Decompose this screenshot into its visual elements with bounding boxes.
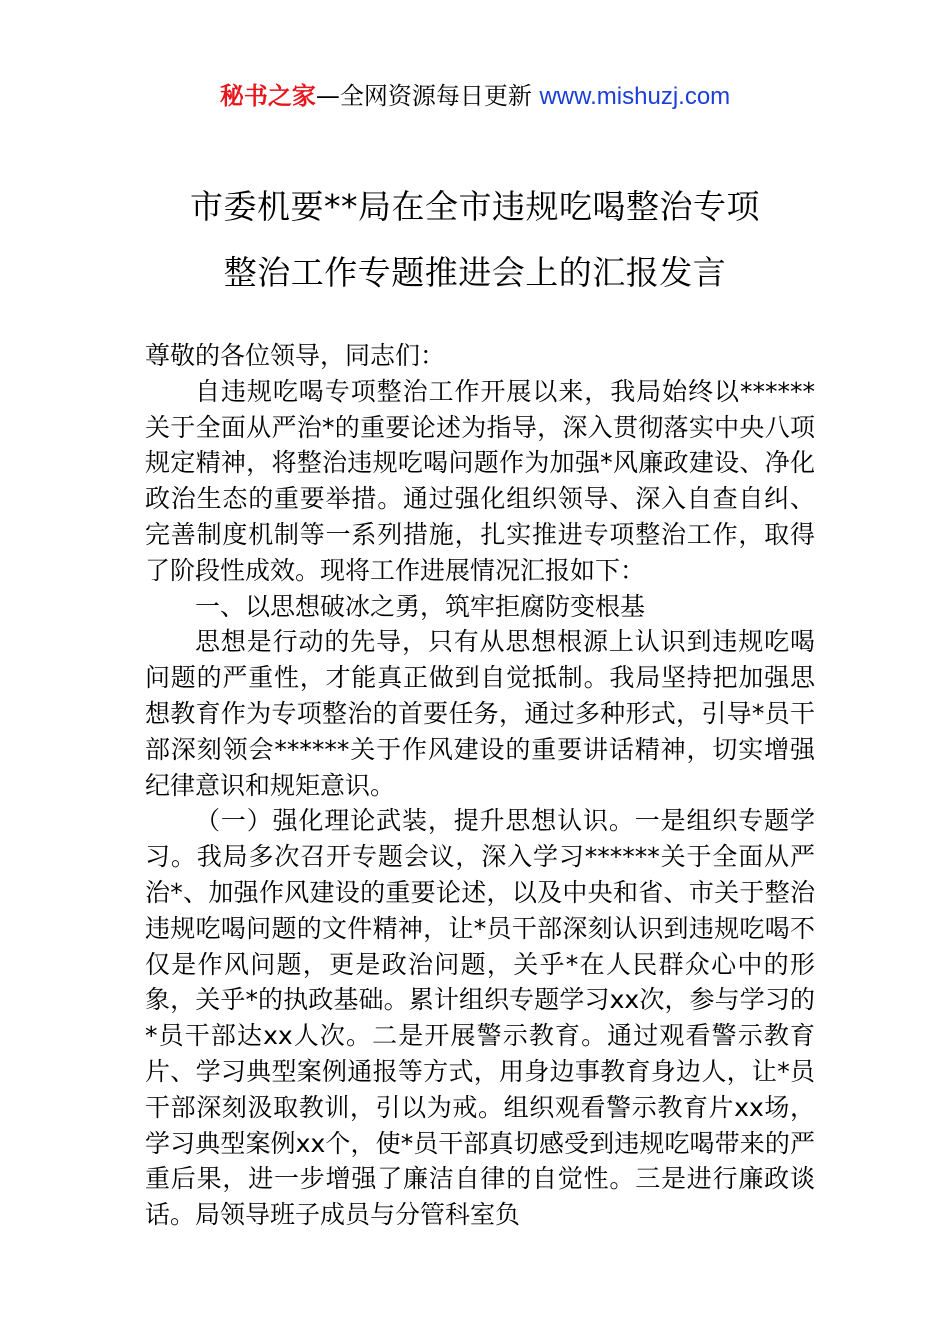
site-url[interactable]: www.mishuzj.com	[539, 83, 731, 110]
title-line-1: 市委机要**局在全市违规吃喝整治专项	[190, 187, 760, 226]
salutation: 尊敬的各位领导，同志们：	[145, 341, 446, 370]
intro-paragraph: 自违规吃喝专项整治工作开展以来，我局始终以******关于全面从严治*的重要论述为指导，深入贯彻落实中央八项规定精神，将整治违规吃喝问题作为加强*风廉政建设、净化政治生态的重要举措。通过强化组织领导、深入自查自纠、完善制度机制等一系列措施，扎实推进专项整治工作，取得了阶段性成效。现将工作进展情况汇报如下：	[145, 376, 815, 585]
site-tagline: —全网资源每日更新	[315, 82, 540, 110]
site-brand: 秘书之家	[219, 82, 316, 110]
title-line-2: 整治工作专题推进会上的汇报发言	[223, 253, 727, 292]
site-header	[0, 80, 950, 113]
document-title	[0, 174, 950, 306]
document-body	[145, 338, 815, 1233]
section-paragraph: 思想是行动的先导，只有从思想根源上认识到违规吃喝问题的严重性，才能真正做到自觉抵制。我局坚持把加强思想教育作为专项整治的首要任务，通过多种形式，引导*员干部深刻领会******关于作风建设的重要讲话精神，切实增强纪律意识和规矩意识。	[145, 627, 815, 800]
section-heading: 一、以思想破冰之勇，筑牢拒腐防变根基	[195, 591, 646, 621]
subsection-paragraph: （一）强化理论武装，提升思想认识。一是组织专题学习。我局多次召开专题会议，深入学习******关于全面从严治*、加强作风建设的重要论述，以及中央和省、市关于整治违规吃喝问题的文件精神，让*员干部深刻认识到违规吃喝不仅是作风问题，更是政治问题，关乎*在人民群众心中的形象，关乎*的执政基础。累计组织专题学习xx次，参与学习的*员干部达xx人次。二是开展警示教育。通过观看警示教育片、学习典型案例通报等方式，用身边事教育身边人，让*员干部深刻汲取教训，引以为戒。组织观看警示教育片xx场，学习典型案例xx个，使*员干部真切感受到违规吃喝带来的严重后果，进一步增强了廉洁自律的自觉性。三是进行廉政谈话。局领导班子成员与分管科室负	[145, 806, 815, 1230]
